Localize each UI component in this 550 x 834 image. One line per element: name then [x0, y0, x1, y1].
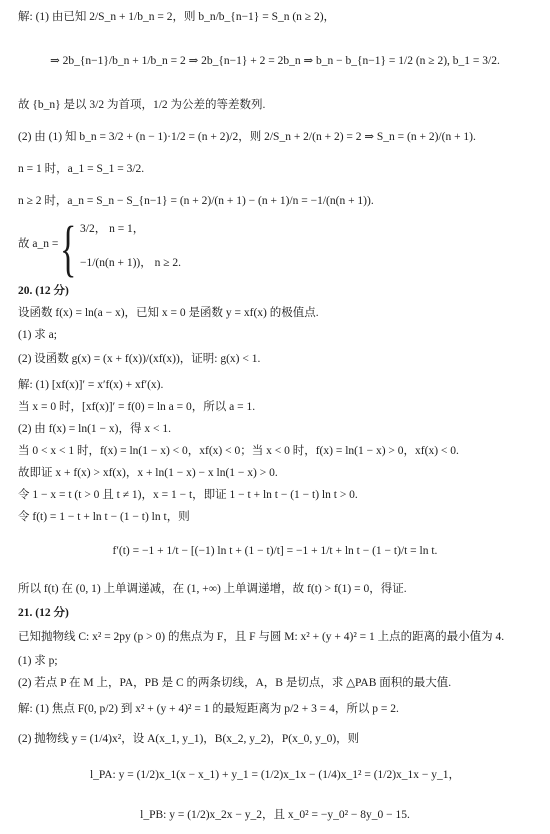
- piecewise-label: 故 a_n =: [18, 238, 59, 250]
- problem-21-part-1: (1) 求 p;: [18, 655, 58, 667]
- tangent-line-pb: l_PB: y = (1/2)x_2x − y_2，且 x_0² = −y_0² − 8y_0 − 15.: [140, 809, 410, 821]
- a1-value: n = 1 时，a_1 = S_1 = 3/2.: [18, 163, 145, 175]
- solution-19-1-line: 解: (1) 由已知 2/S_n + 1/b_n = 2，则 b_n/b_{n−1} = S_n (n ≥ 2)，: [18, 11, 336, 23]
- sign-analysis-line: 当 0 < x < 1 时，f(x) = ln(1 − x) < 0，xf(x) < 0；当 x < 0 时，f(x) = ln(1 − x) > 0，xf(x) < 0.: [18, 445, 459, 457]
- problem-21-heading: 21. (12 分): [18, 607, 69, 619]
- monotonicity-conclusion: 所以 f(t) 在 (0, 1) 上单调递减，在 (1, +∞) 上单调递增，故 f(t) > f(1) = 0，得证.: [18, 583, 407, 595]
- recurrence-derivation: ⇒ 2b_{n−1}/b_n + 1/b_n = 2 ⇒ 2b_{n−1} + 2 = 2b_n ⇒ b_n − b_{n−1} = 1/2 (n ≥ 2), b_1 = 3/2.: [50, 55, 500, 67]
- reduce-inequality-line: 故即证 x + f(x) > xf(x)，x + ln(1 − x) − x ln(1 − x) > 0.: [18, 467, 278, 479]
- problem-20-part-1: (1) 求 a;: [18, 329, 57, 341]
- tangent-line-pa: l_PA: y = (1/2)x_1(x − x_1) + y_1 = (1/2)x_1x − (1/4)x_1² = (1/2)x_1x − y_1，: [89, 769, 461, 781]
- piecewise-case-2: −1/(n(n + 1))， n ≥ 2.: [80, 257, 182, 269]
- a-value-line: 当 x = 0 时，[xf(x)]′ = f(0) = ln a = 0，所以 a = 1.: [18, 401, 256, 413]
- problem-20-statement: 设函数 f(x) = ln(a − x)，已知 x = 0 是函数 y = xf(x) 的极值点.: [18, 307, 319, 319]
- problem-20-part-2: (2) 设函数 g(x) = (x + f(x))/(xf(x))，证明: g(x) < 1.: [18, 353, 261, 365]
- define-f-t-line: 令 f(t) = 1 − t + ln t − (1 − t) ln t，则: [18, 511, 190, 523]
- solution-20-1-line: 解: (1) [xf(x)]′ = x′f(x) + xf′(x).: [18, 379, 164, 391]
- problem-20-heading: 20. (12 分): [18, 285, 69, 297]
- arithmetic-sequence-conclusion: 故 {b_n} 是以 3/2 为首项，1/2 为公差的等差数列.: [18, 99, 266, 111]
- piecewise-case-1: 3/2， n = 1，: [80, 223, 145, 235]
- substitution-line: 令 1 − x = t (t > 0 且 t ≠ 1)，x = 1 − t，即证 1 − t + ln t − (1 − t) ln t > 0.: [18, 489, 358, 501]
- problem-21-part-2: (2) 若点 P 在 M 上，PA，PB 是 C 的两条切线，A，B 是切点，求 △PAB 面积的最大值.: [18, 677, 452, 689]
- piecewise-brace: {: [60, 215, 77, 283]
- an-for-n-ge-2: n ≥ 2 时，a_n = S_n − S_{n−1} = (n + 2)/(n + 1) − (n + 1)/n = −1/(n(n + 1)).: [18, 195, 374, 207]
- problem-21-statement: 已知抛物线 C: x² = 2py (p > 0) 的焦点为 F，且 F 与圆 M: x² + (y + 4)² = 1 上点的距离的最小值为 4.: [18, 631, 505, 643]
- solution-19-2-line: (2) 由 (1) 知 b_n = 3/2 + (n − 1)·1/2 = (n + 2)/2，则 2/S_n + 2/(n + 2) = 2 ⇒ S_n = (n + 2)/(n + 1).: [18, 131, 476, 143]
- solution-21-1-line: 解: (1) 焦点 F(0, p/2) 到 x² + (y + 4)² = 1 的最短距离为 p/2 + 3 = 4，所以 p = 2.: [18, 703, 399, 715]
- derivative-f-t: f′(t) = −1 + 1/t − [(−1) ln t + (1 − t)/t] = −1 + 1/t + ln t − (1 − t)/t = ln t.: [112, 545, 438, 557]
- solution-20-2-line: (2) 由 f(x) = ln(1 − x)，得 x < 1.: [18, 423, 171, 435]
- solution-21-2-line: (2) 抛物线 y = (1/4)x²，设 A(x_1, y_1)，B(x_2, y_2)，P(x_0, y_0)，则: [18, 733, 360, 745]
